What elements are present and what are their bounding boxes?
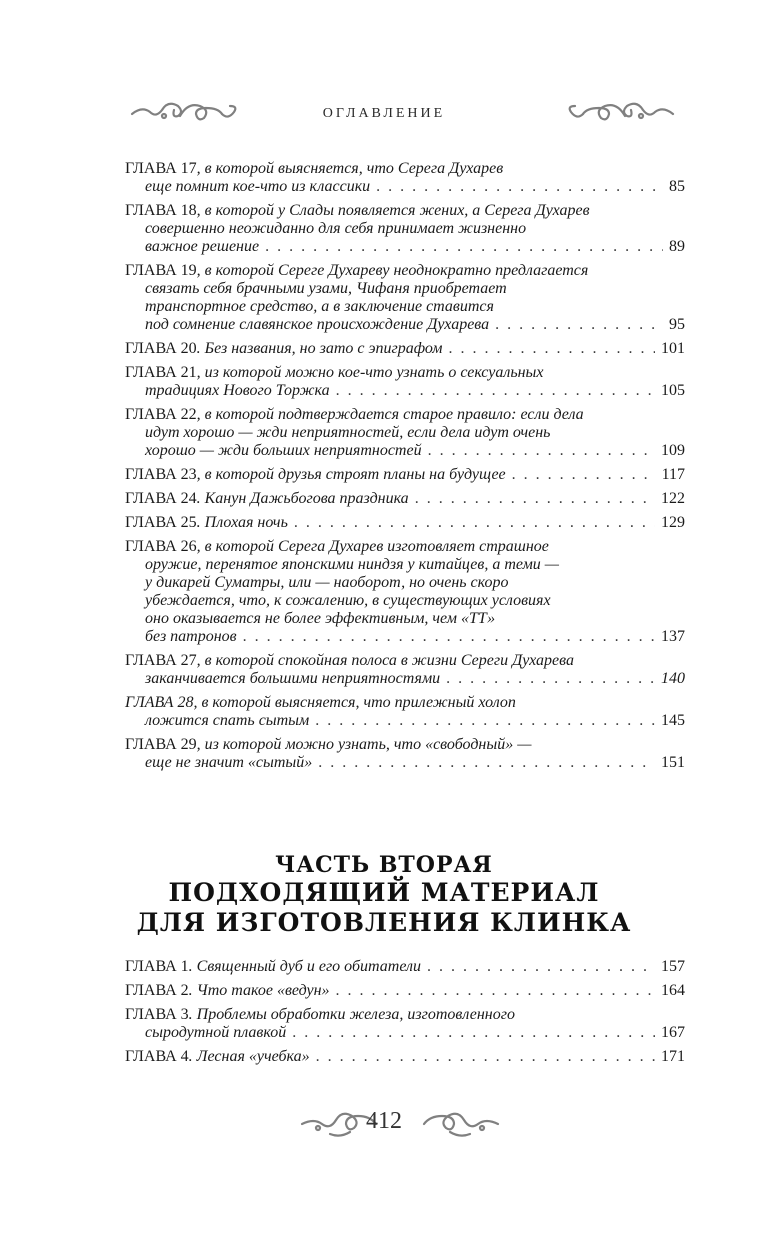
chapter-label: ГЛАВА 2 [125,982,189,999]
chapter-title-continuation: заканчивается большими неприятностями [145,670,441,687]
chapter-page-number: 109 [661,442,685,459]
chapter-title-continuation: связать себя брачными узами, Чифаня приобретает [145,280,507,297]
dot-leader [315,712,655,730]
chapter-label: ГЛАВА 23 [125,466,197,483]
chapter-title: . Проблемы обработки железа, изготовленного [188,1006,515,1023]
toc-entry[interactable] [125,736,685,772]
toc-entry[interactable] [125,490,685,508]
chapter-title: , в которой Сереге Духареву неоднократно предлагается [196,262,589,279]
chapter-title-continuation: еще не значит «сытый» [145,754,313,771]
chapter-label: ГЛАВА 4 [125,1048,189,1065]
toc-entry[interactable] [125,652,685,688]
chapter-title-continuation: важное решение [145,238,260,255]
chapter-label: ГЛАВА 27 [125,652,197,669]
dot-leader [415,490,655,508]
chapter-page-number: 171 [661,1048,685,1065]
part-label: ЧАСТЬ ВТОРАЯ [275,852,493,878]
toc-entry[interactable] [125,514,685,532]
chapter-title-continuation: совершенно неожиданно для себя принимает жизненно [145,220,527,237]
chapter-page-number: 105 [661,382,685,399]
toc-entry[interactable] [125,406,685,460]
chapter-title: , в которой друзья строят планы на будущее [196,466,506,483]
dot-leader [336,982,655,1000]
toc-entry[interactable] [125,694,685,730]
chapter-title: . Канун Дажьбогова праздника [196,490,409,507]
chapter-title-continuation: у дикарей Суматры, или — наоборот, но очень скоро [145,574,509,591]
chapter-title-continuation: ложится спать сытым [145,712,310,729]
chapter-label: ГЛАВА 28 [125,694,194,711]
chapter-label: ГЛАВА 1 [125,958,189,975]
toc-entry[interactable] [125,982,685,1000]
chapter-label: ГЛАВА 19 [125,262,197,279]
chapter-label: ГЛАВА 22 [125,406,197,423]
chapter-title: . Без названия, но зато с эпиграфом [196,340,443,357]
chapter-page-number: 129 [661,514,685,531]
dot-leader [316,1048,655,1066]
chapter-title-continuation: еще помнит кое-что из классики [145,178,371,195]
chapter-title-continuation: идут хорошо — жди неприятностей, если дела идут очень [145,424,551,441]
chapter-title: . Лесная «учебка» [188,1048,310,1065]
header-right-ornament-icon [565,96,675,126]
toc-entry[interactable] [125,1006,685,1042]
chapter-page-number: 140 [661,670,685,687]
dot-leader [428,442,655,460]
chapter-title: , в которой выясняется, что прилежный холоп [193,694,516,711]
chapter-title: , из которой можно кое-что узнать о сексуальных [196,364,544,381]
dot-leader [292,1024,655,1042]
toc-entry[interactable] [125,340,685,358]
chapter-title: , из которой можно узнать, что «свободный» — [196,736,532,753]
toc-entry[interactable] [125,466,685,484]
dot-leader [265,238,663,256]
chapter-title: , в которой выясняется, что Серега Духарев [196,160,504,177]
toc-entry[interactable] [125,202,685,256]
dot-leader [446,670,655,688]
chapter-page-number: 167 [661,1024,685,1041]
dot-leader [512,466,656,484]
page-number: 412 [366,1108,402,1134]
toc-entry[interactable] [125,1048,685,1066]
page-footer [0,1100,768,1144]
toc-entry[interactable] [125,364,685,400]
header-title: ОГЛАВЛЕНИЕ [322,106,446,121]
dot-leader [294,514,655,532]
dot-leader [495,316,663,334]
chapter-page-number: 95 [669,316,685,333]
chapter-title-continuation: убеждается, что, к сожалению, в существующих условиях [145,592,551,609]
dot-leader [427,958,655,976]
chapter-page-number: 145 [661,712,685,729]
chapter-title-continuation: сыродутной плавкой [145,1024,287,1041]
chapter-title: , в которой Серега Духарев изготовляет страшное [196,538,549,555]
chapter-label: ГЛАВА 21 [125,364,197,381]
chapter-label: ГЛАВА 26 [125,538,197,555]
chapter-title-continuation: под сомнение славянское происхождение Духарева [145,316,490,333]
dot-leader [449,340,655,358]
chapter-title-continuation: транспортное средство, а в заключение ставится [145,298,494,315]
chapter-title-continuation: оружие, перенятое японскими ниндзя у китайцев, а теми — [145,556,560,573]
chapter-page-number: 157 [661,958,685,975]
chapter-page-number: 122 [661,490,685,507]
part-title-line-2: ДЛЯ ИЗГОТОВЛЕНИЯ КЛИНКА [136,908,632,937]
footer-right-ornament-icon [420,1104,500,1140]
part-title-line-1: ПОДХОДЯЩИЙ МАТЕРИАЛ [168,878,600,907]
toc-part-two [125,958,685,1072]
chapter-title-continuation: традициях Нового Торжка [145,382,330,399]
chapter-page-number: 137 [661,628,685,645]
chapter-label: ГЛАВА 18 [125,202,197,219]
toc-entry[interactable] [125,262,685,334]
toc-part-one [125,160,685,778]
chapter-label: ГЛАВА 24 [125,490,197,507]
chapter-label: ГЛАВА 29 [125,736,197,753]
chapter-title-continuation: оно оказывается не более эффективным, чем «ТТ» [145,610,496,627]
chapter-label: ГЛАВА 20 [125,340,197,357]
chapter-page-number: 89 [669,238,685,255]
chapter-page-number: 85 [669,178,685,195]
dot-leader [376,178,663,196]
chapter-title-continuation: без патронов [145,628,237,645]
chapter-label: ГЛАВА 17 [125,160,197,177]
chapter-page-number: 117 [661,466,685,483]
dot-leader [243,628,655,646]
chapter-page-number: 151 [661,754,685,771]
chapter-title: . Священный дуб и его обитатели [188,958,421,975]
chapter-title: . Что такое «ведун» [188,982,330,999]
chapter-title: , в которой подтверждается старое правило: если дела [196,406,584,423]
chapter-title-continuation: хорошо — жди больших неприятностей [145,442,422,459]
chapter-title: . Плохая ночь [196,514,288,531]
dot-leader [336,382,655,400]
chapter-title: , в которой у Слады появляется жених, а Серега Духарев [196,202,590,219]
toc-entry[interactable] [125,160,685,196]
dot-leader [318,754,655,772]
chapter-label: ГЛАВА 3 [125,1006,189,1023]
chapter-title: , в которой спокойная полоса в жизни Сереги Духарева [196,652,574,669]
running-header [0,92,768,132]
toc-entry[interactable] [125,958,685,976]
part-two-heading [0,852,768,938]
chapter-label: ГЛАВА 25 [125,514,197,531]
chapter-page-number: 101 [661,340,685,357]
toc-entry[interactable] [125,538,685,646]
chapter-page-number: 164 [661,982,685,999]
